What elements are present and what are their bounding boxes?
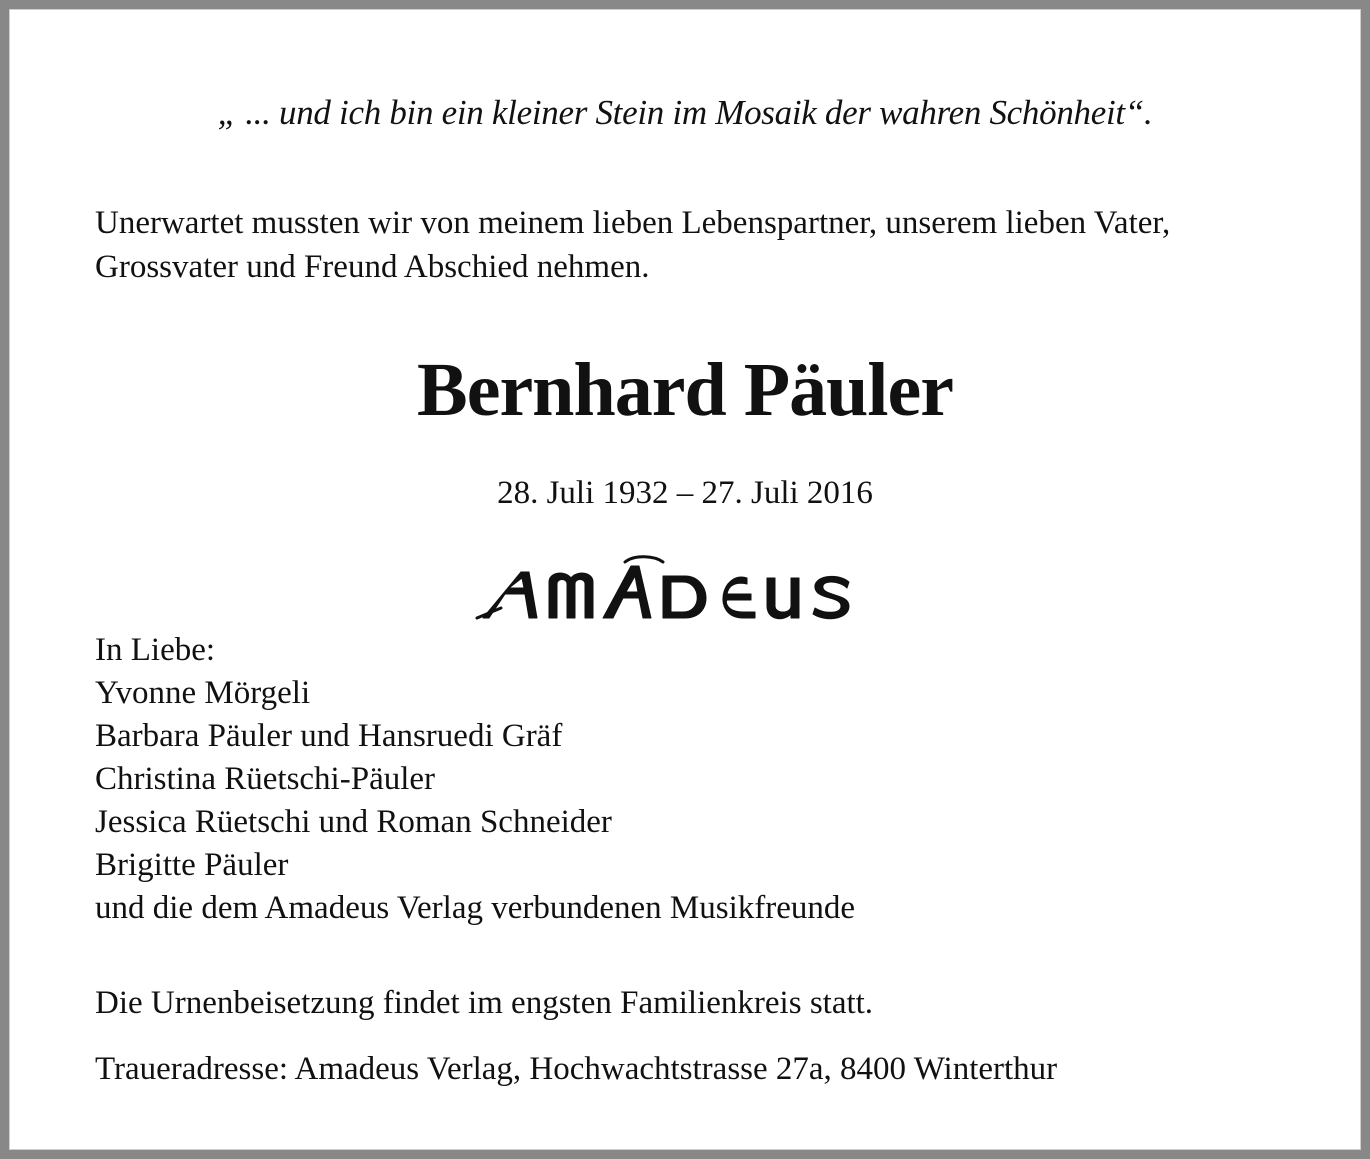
burial-note: Die Urnenbeisetzung findet im engsten Familienkreis statt. — [95, 985, 874, 1021]
signer-name: Brigitte Päuler — [95, 847, 289, 883]
signer-name: Barbara Päuler und Hansruedi Gräf — [95, 718, 563, 754]
logo-text: AMADEUS — [475, 552, 481, 553]
signer-name: Jessica Rüetschi und Roman Schneider — [95, 804, 612, 840]
life-dates: 28. Juli 1932 – 27. Juli 2016 — [497, 475, 873, 511]
signer-name: Christina Rüetschi-Päuler — [95, 761, 436, 797]
quote: „ ... und ich bin ein kleiner Stein im Mosaik der wahren Schönheit“. — [217, 93, 1153, 132]
signers-block — [95, 629, 1305, 930]
obituary-page — [9, 9, 1361, 1150]
intro-line-1: Unerwartet mussten wir von meinem lieben Lebenspartner, unserem lieben Vater, — [95, 205, 1171, 241]
signer-name: und die dem Amadeus Verlag verbundenen Musikfreunde — [95, 890, 856, 926]
mourning-address: Traueradresse: Amadeus Verlag, Hochwachtstrasse 27a, 8400 Winterthur — [95, 1051, 1058, 1087]
intro-line-2: Grossvater und Freund Abschied nehmen. — [95, 249, 650, 285]
signers-heading: In Liebe: — [95, 632, 216, 668]
amadeus-logo — [475, 552, 885, 622]
signer-name: Yvonne Mörgeli — [95, 675, 311, 711]
amadeus-logo-graphic — [475, 552, 885, 622]
deceased-name: Bernhard Päuler — [417, 348, 953, 432]
intro-text — [95, 201, 1305, 289]
